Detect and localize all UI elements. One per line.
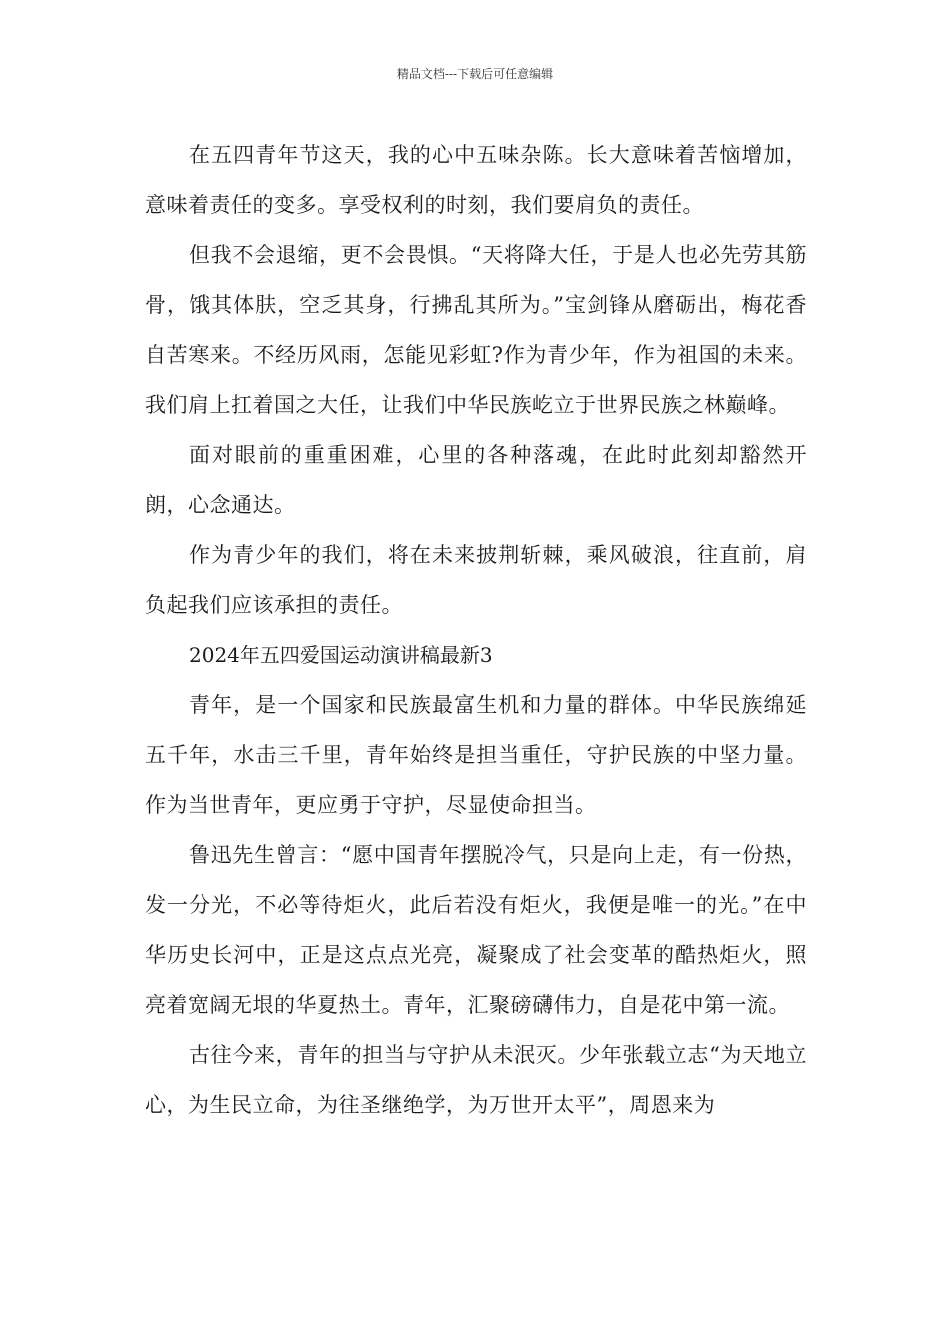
- paragraph-1: 在五四青年节这天，我的心中五味杂陈。长大意味着苦恼增加，意味着责任的变多。享受权利的时刻，我们要肩负的责任。: [145, 143, 807, 217]
- paragraph-7: 古往今来，青年的担当与守护从未泯灭。少年张载立志“为天地立心，为生民立命，为往圣继绝学，为万世开太平”，周恩来为: [145, 1043, 807, 1117]
- paragraph-2: 但我不会退缩，更不会畏惧。“天将降大任，于是人也必先劳其筋骨，饿其体肤，空乏其身，行拂乱其所为。”宝剑锋从磨砺出，梅花香自苦寒来。不经历风雨，怎能见彩虹?作为青少年，作为祖国的未来。我们肩上扛着国之大任，让我们中华民族屹立于世界民族之林巅峰。: [145, 243, 807, 417]
- paragraph-4: 作为青少年的我们，将在未来披荆斩棘，乘风破浪，往直前，肩负起我们应该承担的责任。: [145, 543, 807, 617]
- paragraph-3: 面对眼前的重重困难，心里的各种落魂，在此时此刻却豁然开朗，心念通达。: [145, 443, 807, 517]
- document-body: [145, 130, 807, 1130]
- section-heading: 2024年五四爱国运动演讲稿最新3: [189, 643, 493, 667]
- paragraph-6: 鲁迅先生曾言：“愿中国青年摆脱冷气，只是向上走，有一份热，发一分光，不必等待炬火，此后若没有炬火，我便是唯一的光。”在中华历史长河中，正是这点点光亮，凝聚成了社会变革的酷热炬火，照亮着宽阔无垠的华夏热土。青年，汇聚磅礴伟力，自是花中第一流。: [145, 843, 807, 1017]
- page-header: 精品文档---下载后可任意编辑: [396, 67, 554, 81]
- paragraph-5: 青年，是一个国家和民族最富生机和力量的群体。中华民族绵延五千年，水击三千里，青年始终是担当重任，守护民族的中坚力量。作为当世青年，更应勇于守护，尽显使命担当。: [145, 693, 807, 817]
